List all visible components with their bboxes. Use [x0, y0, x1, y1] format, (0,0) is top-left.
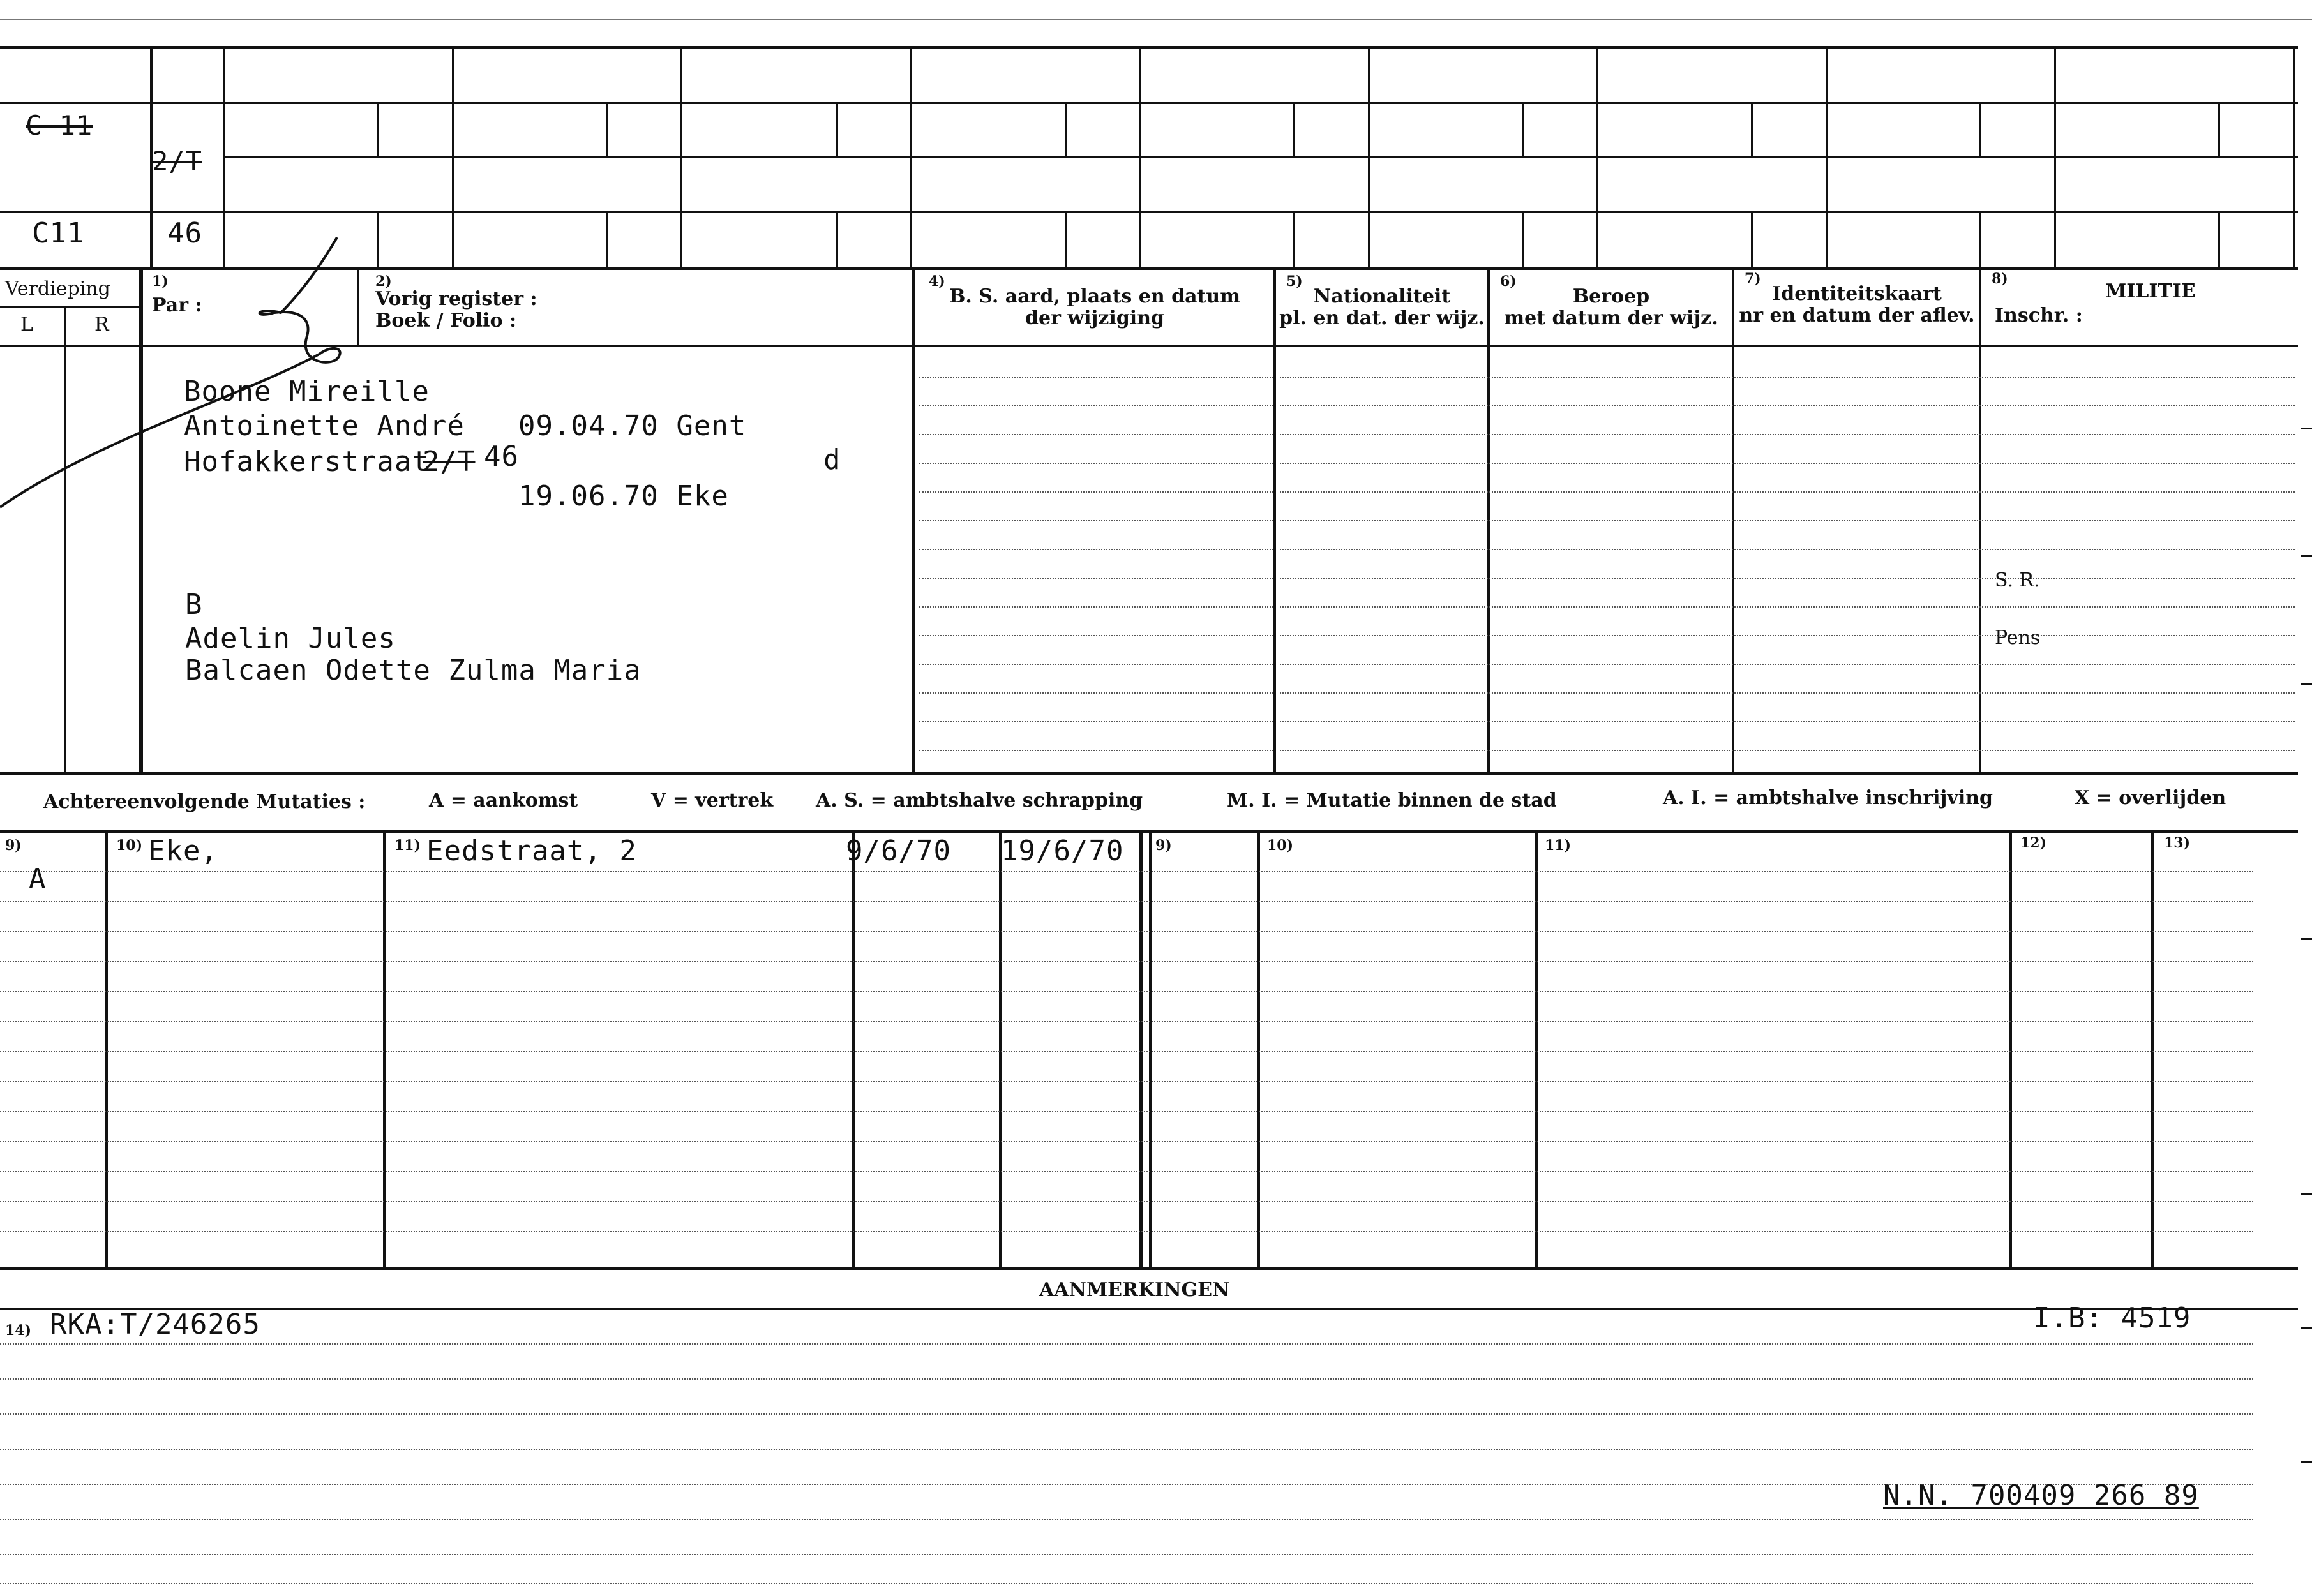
mutation-date-1: 9/6/70 — [846, 835, 951, 867]
person-house-number: 46 — [484, 440, 519, 473]
militie-pens: Pens — [1995, 627, 2041, 649]
col-militie: MILITIE — [2105, 280, 2196, 302]
mut-col-10-num: 10) — [116, 837, 143, 854]
legend-title: Achtereenvolgende Mutaties : — [43, 791, 366, 813]
col-inschr: Inschr. : — [1995, 304, 2083, 327]
col-boek-folio: Boek / Folio : — [375, 310, 517, 332]
col-beroep: Beroep — [1572, 285, 1650, 308]
legend-as: A. S. = ambtshalve schrapping — [816, 789, 1143, 812]
col-nationaliteit: Nationaliteit — [1313, 285, 1451, 308]
legend-x: X = overlijden — [2075, 787, 2226, 809]
col-par: Par : — [152, 294, 202, 317]
arrival-date-place: 19.06.70 Eke — [518, 480, 729, 512]
legend-ai: A. I. = ambtshalve inschrijving — [1663, 787, 1993, 809]
col-7-num: 7) — [1745, 271, 1761, 287]
birth-date-place: 09.04.70 Gent — [518, 410, 747, 442]
mut-col-9-num: 9) — [5, 837, 22, 854]
col-6-num: 6) — [1500, 273, 1517, 290]
mutation-place: Eke, — [148, 835, 218, 867]
col-identiteitskaart: Identiteitskaart — [1772, 283, 1942, 305]
remarks-top-line — [0, 1308, 2298, 1310]
remarks-num: 14) — [5, 1322, 32, 1339]
legend-mi: M. I. = Mutatie binnen de stad — [1227, 789, 1557, 812]
mut-col-11-num: 11) — [394, 837, 421, 854]
col-wijziging: der wijziging — [1025, 307, 1164, 329]
col-8-num: 8) — [1992, 271, 2008, 287]
mother-name: Balcaen Odette Zulma Maria — [185, 654, 642, 687]
col-2-num: 2) — [375, 273, 392, 290]
remarks-title: AANMERKINGEN — [1039, 1279, 1230, 1301]
remarks-ib: I.B: 4519 — [2033, 1302, 2191, 1334]
mut-col-10b-num: 10) — [1267, 837, 1294, 854]
mutation-type: A — [29, 863, 47, 895]
legend-v: V = vertrek — [651, 789, 774, 812]
col-verdieping: Verdieping — [5, 278, 110, 300]
person-name: Boone Mireille — [184, 375, 430, 408]
col-identiteitskaart-sub: nr en datum der aflev. — [1739, 304, 1975, 327]
mut-col-9b-num: 9) — [1155, 837, 1172, 854]
person-firstnames: Antoinette André — [184, 410, 465, 442]
top-code-struck: C 11 — [26, 110, 93, 141]
handwritten-strokes — [0, 230, 396, 523]
mut-col-12-num: 12) — [2020, 835, 2047, 851]
col-5-num: 5) — [1286, 273, 1303, 290]
remarks-rka: RKA:T/246265 — [50, 1308, 260, 1341]
col-l: L — [20, 313, 33, 336]
col-r: R — [94, 313, 109, 336]
legend-top-border — [0, 772, 2298, 775]
mut-col-13-num: 13) — [2164, 835, 2191, 851]
mut-col-11b-num: 11) — [1545, 837, 1572, 854]
col-nationaliteit-sub: pl. en dat. der wijz. — [1279, 307, 1485, 329]
top-code: C11 — [32, 217, 85, 250]
top-num: 46 — [167, 217, 202, 250]
militie-sr: S. R. — [1995, 569, 2040, 592]
col-vorig-register: Vorig register : — [375, 288, 537, 310]
mutation-date-2: 19/6/70 — [1001, 835, 1124, 867]
top-num-struck: 2/T — [152, 145, 202, 177]
person-street: Hofakkerstraat — [184, 445, 430, 478]
mutation-street: Eedstraat, 2 — [426, 835, 637, 867]
col-1-num: 1) — [152, 273, 169, 290]
person-old-number: 2/T — [423, 445, 476, 478]
col-bs-aard: B. S. aard, plaats en datum — [949, 285, 1240, 308]
person-marker: d — [823, 444, 841, 476]
legend-a: A = aankomst — [429, 789, 578, 812]
scan-edge — [0, 19, 2312, 20]
remarks-nn: N.N. 700409 266 89 — [1883, 1479, 2199, 1512]
col-beroep-sub: met datum der wijz. — [1504, 307, 1718, 329]
father-name: Adelin Jules — [185, 622, 396, 655]
parent-initial: B — [185, 588, 203, 621]
col-4-num: 4) — [929, 273, 945, 290]
